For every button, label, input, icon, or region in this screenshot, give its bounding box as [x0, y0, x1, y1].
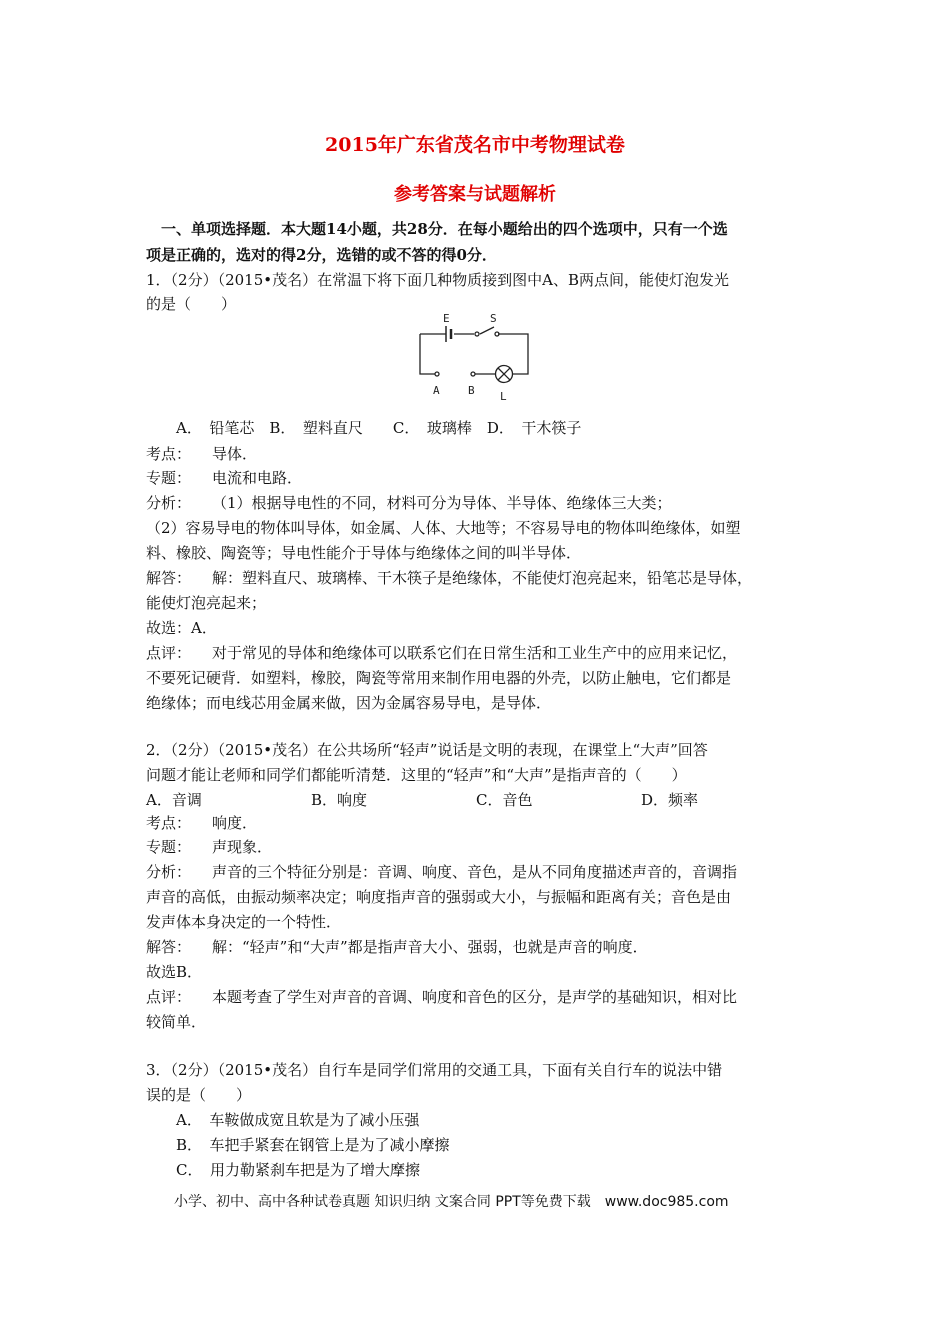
q2-option-c: C．音色 — [476, 791, 533, 809]
q1-fenxi-line3: 料、橡胶、陶瓷等；导电性能介于导体与绝缘体之间的叫半导体． — [146, 544, 582, 562]
q3-option-a: A． 车鞍做成宽且软是为了减小压强 — [176, 1111, 420, 1129]
q2-dianping: 点评： 本题考查了学生对声音的音调、响度和音色的区分，是声学的基础知识，相对比 — [146, 988, 738, 1006]
q3-option-c: C． 用力勒紧刹车把是为了增大摩擦 — [176, 1161, 420, 1179]
q1-stem-line1: 1．（2分）（2015•茂名）在常温下将下面几种物质接到图中A、B两点间，能使灯泡发光 — [146, 271, 729, 289]
label-L: L — [500, 390, 507, 403]
document-title: 2015年广东省茂名市中考物理试卷 — [325, 134, 625, 156]
q1-options: A． 铅笔芯 B． 塑料直尺 C． 玻璃棒 D． 干木筷子 — [176, 419, 582, 437]
q1-jieda-line2: 能使灯泡亮起来； — [146, 594, 267, 612]
q1-dianping: 点评： 对于常见的导体和绝缘体可以联系它们在日常生活和工业生产中的应用来记忆， — [146, 644, 738, 662]
label-A: A — [433, 384, 440, 397]
q2-fenxi-line3: 发声体本身决定的一个特性． — [146, 913, 342, 931]
document-subtitle: 参考答案与试题解析 — [394, 184, 556, 205]
q1-stem-line2: 的是（ ） — [146, 295, 237, 313]
q1-answer: 故选：A． — [146, 619, 217, 637]
q3-option-b: B． 车把手紧套在钢管上是为了减小摩擦 — [176, 1136, 450, 1154]
q2-answer: 故选B． — [146, 963, 203, 981]
q2-option-a: A．音调 — [146, 791, 202, 809]
page-footer: 小学、初中、高中各种试卷真题 知识归纳 文案合同 PPT等免费下载 www.doc985.com — [174, 1194, 729, 1210]
q2-stem-line2: 问题才能让老师和同学们都能听清楚．这里的“轻声”和“大声”是指声音的（ ） — [146, 766, 687, 784]
q1-zhuanti: 专题： 电流和电路． — [146, 469, 303, 487]
q2-kaodian: 考点： 响度． — [146, 814, 258, 832]
q2-zhuanti: 专题： 声现象． — [146, 838, 273, 856]
section-heading-line2: 项是正确的，选对的得2分，选错的或不答的得0分． — [146, 246, 497, 264]
q2-stem-line1: 2．（2分）（2015•茂名）在公共场所“轻声”说话是文明的表现，在课堂上“大声”回答 — [146, 741, 708, 759]
label-S: S — [490, 312, 497, 325]
circuit-diagram — [410, 312, 540, 404]
q1-jieda: 解答： 解：塑料直尺、玻璃棒、干木筷子是绝缘体，不能使灯泡亮起来，铅笔芯是导体， — [146, 569, 753, 587]
q1-dianping-line3: 绝缘体；而电线芯用金属来做，因为金属容易导电，是导体． — [146, 694, 552, 712]
q3-stem-line2: 误的是（ ） — [146, 1086, 252, 1104]
label-B: B — [468, 384, 475, 397]
q3-stem-line1: 3．（2分）（2015•茂名）自行车是同学们常用的交通工具，下面有关自行车的说法中错 — [146, 1061, 723, 1079]
q2-fenxi: 分析： 声音的三个特征分别是：音调、响度、音色，是从不同角度描述声音的，音调指 — [146, 863, 738, 881]
q1-fenxi-line2: （2）容易导电的物体叫导体，如金属、人体、大地等；不容易导电的物体叫绝缘体，如塑 — [146, 519, 741, 537]
q1-dianping-line2: 不要死记硬背．如塑料，橡胶，陶瓷等常用来制作用电器的外壳，以防止触电，它们都是 — [146, 669, 732, 687]
q2-jieda: 解答： 解：“轻声”和“大声”都是指声音大小、强弱，也就是声音的响度． — [146, 938, 648, 956]
q2-dianping-line2: 较简单． — [146, 1013, 207, 1031]
section-heading-line1: 一、单项选择题．本大题14小题，共28分．在每小题给出的四个选项中，只有一个选 — [161, 220, 728, 238]
q2-fenxi-line2: 声音的高低，由振动频率决定；响度指声音的强弱或大小，与振幅和距离有关；音色是由 — [146, 888, 732, 906]
q2-option-b: B．响度 — [311, 791, 368, 809]
label-E: E — [443, 312, 450, 325]
q1-fenxi: 分析： （1）根据导电性的不同，材料可分为导体、半导体、绝缘体三大类； — [146, 494, 672, 512]
q1-kaodian: 考点： 导体． — [146, 445, 258, 463]
q2-option-d: D．频率 — [641, 791, 699, 809]
